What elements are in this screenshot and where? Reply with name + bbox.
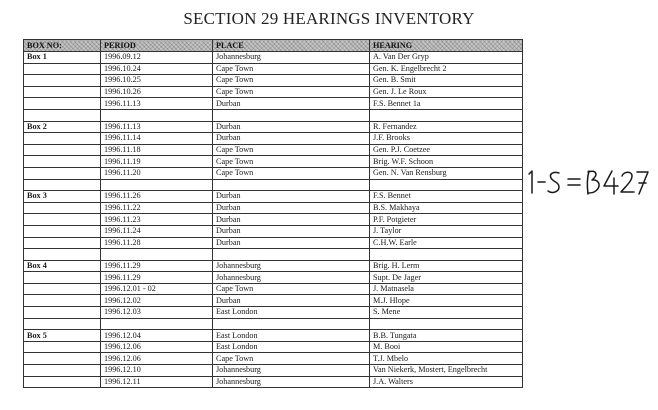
- period-cell: 1996.12.02: [101, 295, 213, 307]
- place-cell: Johannesburg: [213, 272, 370, 284]
- hearing-cell: Gen. K. Engelbrecht 2: [370, 63, 523, 75]
- hearing-cell: Gen. N. Van Rensburg: [370, 167, 523, 179]
- inventory-rows: [24, 52, 523, 388]
- place-cell: Cape Town: [213, 156, 370, 168]
- hearing-cell: M.J. Hlope: [370, 295, 523, 307]
- box-cell: [24, 225, 101, 237]
- period-cell: 1996.09.12: [101, 52, 213, 64]
- hearing-cell: J. Matnasela: [370, 283, 523, 295]
- hearing-cell: Brig. W.F. Schoon: [370, 156, 523, 168]
- place-cell: Durban: [213, 295, 370, 307]
- box-cell: Box 1: [24, 52, 101, 64]
- place-cell: East London: [213, 330, 370, 342]
- place-cell: Durban: [213, 191, 370, 203]
- place-cell: Johannesburg: [213, 260, 370, 272]
- box-cell: [24, 365, 101, 377]
- table-row: [24, 376, 523, 388]
- box-cell: [24, 144, 101, 156]
- empty-cell: [370, 109, 523, 121]
- period-cell: 1996.12.01 - 02: [101, 283, 213, 295]
- box-cell: [24, 86, 101, 98]
- place-cell: Durban: [213, 98, 370, 110]
- table-row: [24, 202, 523, 214]
- table-row: [24, 260, 523, 272]
- period-cell: 1996.12.04: [101, 330, 213, 342]
- place-cell: Durban: [213, 133, 370, 145]
- period-cell: 1996.12.03: [101, 307, 213, 319]
- empty-cell: [370, 318, 523, 330]
- hearing-cell: Gen. B. Smit: [370, 75, 523, 87]
- empty-cell: [24, 179, 101, 191]
- place-cell: Durban: [213, 121, 370, 133]
- box-cell: [24, 283, 101, 295]
- table-row: [24, 283, 523, 295]
- spacer-row: [24, 249, 523, 261]
- box-cell: [24, 237, 101, 249]
- period-cell: 1996.11.28: [101, 237, 213, 249]
- place-cell: Johannesburg: [213, 376, 370, 388]
- period-cell: 1996.12.11: [101, 376, 213, 388]
- place-cell: Johannesburg: [213, 52, 370, 64]
- empty-cell: [213, 249, 370, 261]
- table-row: [24, 133, 523, 145]
- period-cell: 1996.11.23: [101, 214, 213, 226]
- place-cell: Durban: [213, 202, 370, 214]
- hearing-cell: A. Van Der Gryp: [370, 52, 523, 64]
- box-cell: Box 5: [24, 330, 101, 342]
- table-row: [24, 272, 523, 284]
- place-cell: East London: [213, 307, 370, 319]
- box-cell: [24, 341, 101, 353]
- hearing-cell: M. Booi: [370, 341, 523, 353]
- handwritten-note: [526, 164, 650, 198]
- box-cell: Box 4: [24, 260, 101, 272]
- box-cell: [24, 156, 101, 168]
- column-header-hearing: HEARING: [370, 40, 523, 52]
- box-cell: [24, 75, 101, 87]
- table-row: [24, 295, 523, 307]
- period-cell: 1996.12.06: [101, 341, 213, 353]
- empty-cell: [213, 318, 370, 330]
- period-cell: 1996.12.10: [101, 365, 213, 377]
- table-row: [24, 121, 523, 133]
- place-cell: Durban: [213, 225, 370, 237]
- table-row: [24, 214, 523, 226]
- hearing-cell: Gen. J. Le Roux: [370, 86, 523, 98]
- place-cell: Johannesburg: [213, 365, 370, 377]
- place-cell: Durban: [213, 214, 370, 226]
- empty-cell: [101, 249, 213, 261]
- hearing-cell: C.H.W. Earle: [370, 237, 523, 249]
- table-row: [24, 75, 523, 87]
- hearing-cell: R. Fernandez: [370, 121, 523, 133]
- place-cell: Cape Town: [213, 353, 370, 365]
- spacer-row: [24, 318, 523, 330]
- table-row: [24, 144, 523, 156]
- box-cell: [24, 202, 101, 214]
- place-cell: East London: [213, 341, 370, 353]
- box-cell: [24, 214, 101, 226]
- table-row: [24, 365, 523, 377]
- period-cell: 1996.11.13: [101, 98, 213, 110]
- period-cell: 1996.11.19: [101, 156, 213, 168]
- spacer-row: [24, 179, 523, 191]
- hearing-cell: Brig. H. Lerm: [370, 260, 523, 272]
- box-cell: [24, 98, 101, 110]
- period-cell: 1996.10.26: [101, 86, 213, 98]
- column-header-box-no: BOX NO:: [24, 40, 101, 52]
- hearing-cell: Van Niekerk, Mostert, Engelbrecht: [370, 365, 523, 377]
- empty-cell: [370, 249, 523, 261]
- column-header-period: PERIOD: [101, 40, 213, 52]
- box-cell: [24, 295, 101, 307]
- empty-cell: [101, 179, 213, 191]
- hearing-cell: F.S. Bennet 1a: [370, 98, 523, 110]
- period-cell: 1996.11.14: [101, 133, 213, 145]
- empty-cell: [24, 109, 101, 121]
- hearing-cell: T.J. Mbelo: [370, 353, 523, 365]
- period-cell: 1996.12.06: [101, 353, 213, 365]
- empty-cell: [101, 109, 213, 121]
- box-cell: [24, 133, 101, 145]
- hearing-cell: J.A. Walters: [370, 376, 523, 388]
- box-cell: [24, 63, 101, 75]
- empty-cell: [370, 179, 523, 191]
- table-row: [24, 191, 523, 203]
- period-cell: 1996.11.13: [101, 121, 213, 133]
- table-row: [24, 52, 523, 64]
- empty-cell: [24, 249, 101, 261]
- place-cell: Cape Town: [213, 86, 370, 98]
- column-header-place: PLACE: [213, 40, 370, 52]
- place-cell: Cape Town: [213, 144, 370, 156]
- period-cell: 1996.11.22: [101, 202, 213, 214]
- box-cell: Box 3: [24, 191, 101, 203]
- hearing-cell: S. Mene: [370, 307, 523, 319]
- period-cell: 1996.11.18: [101, 144, 213, 156]
- period-cell: 1996.11.29: [101, 260, 213, 272]
- period-cell: 1996.11.24: [101, 225, 213, 237]
- hearing-cell: J. Taylor: [370, 225, 523, 237]
- hearing-cell: B.S. Makhaya: [370, 202, 523, 214]
- inventory-table: [23, 39, 523, 388]
- place-cell: Cape Town: [213, 75, 370, 87]
- hearing-cell: F.S. Bennet: [370, 191, 523, 203]
- period-cell: 1996.11.20: [101, 167, 213, 179]
- table-row: [24, 98, 523, 110]
- hearing-cell: P.F. Potgieter: [370, 214, 523, 226]
- box-cell: [24, 307, 101, 319]
- empty-cell: [213, 109, 370, 121]
- table-row: [24, 156, 523, 168]
- table-row: [24, 341, 523, 353]
- hearing-cell: Supt. De Jager: [370, 272, 523, 284]
- empty-cell: [24, 318, 101, 330]
- table-row: [24, 237, 523, 249]
- box-cell: Box 2: [24, 121, 101, 133]
- period-cell: 1996.10.25: [101, 75, 213, 87]
- spacer-row: [24, 109, 523, 121]
- table-row: [24, 330, 523, 342]
- box-cell: [24, 167, 101, 179]
- period-cell: 1996.11.29: [101, 272, 213, 284]
- period-cell: 1996.11.26: [101, 191, 213, 203]
- hearing-cell: J.F. Brooks: [370, 133, 523, 145]
- table-row: [24, 225, 523, 237]
- place-cell: Cape Town: [213, 167, 370, 179]
- header-row: [24, 40, 523, 52]
- empty-cell: [213, 179, 370, 191]
- box-cell: [24, 353, 101, 365]
- place-cell: Cape Town: [213, 283, 370, 295]
- table-row: [24, 167, 523, 179]
- hearing-cell: Gen. P.J. Coetzee: [370, 144, 523, 156]
- period-cell: 1996.10.24: [101, 63, 213, 75]
- hearing-cell: B.B. Tungata: [370, 330, 523, 342]
- empty-cell: [101, 318, 213, 330]
- place-cell: Cape Town: [213, 63, 370, 75]
- table-row: [24, 353, 523, 365]
- table-row: [24, 86, 523, 98]
- place-cell: Durban: [213, 237, 370, 249]
- box-cell: [24, 376, 101, 388]
- table-row: [24, 63, 523, 75]
- document-title: SECTION 29 HEARINGS INVENTORY: [183, 9, 475, 28]
- box-cell: [24, 272, 101, 284]
- table-row: [24, 307, 523, 319]
